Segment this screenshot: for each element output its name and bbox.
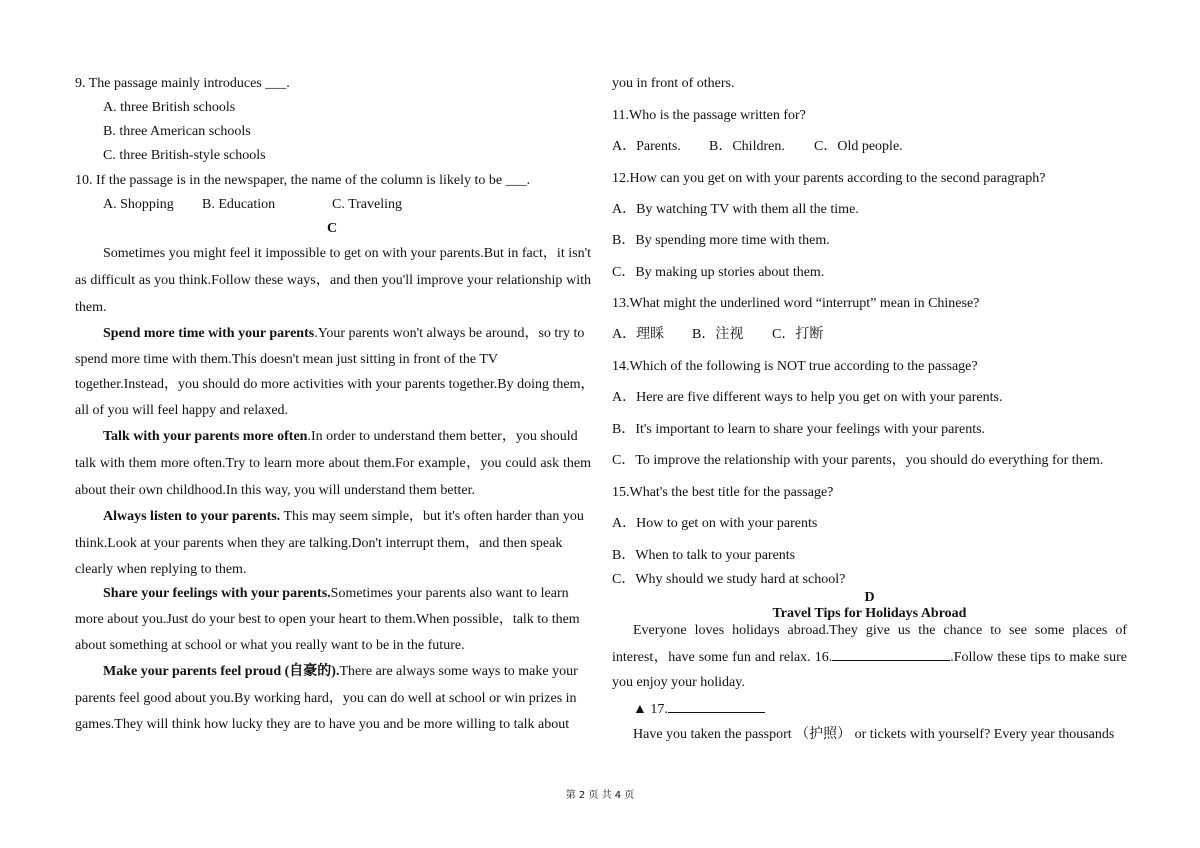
q15-option-c: C．Why should we study hard at school?	[612, 572, 846, 587]
section-c-heading: C	[327, 221, 338, 236]
q10-option-a: A. Shopping	[103, 197, 174, 212]
paragraph-1-heading: Spend more time with your parents	[103, 326, 315, 341]
paragraph-4-line-1: Share your feelings with your parents.Sometimes your parents also want to learn	[103, 586, 569, 601]
paragraph-3-line-3: clearly when replying to them.	[75, 562, 247, 577]
q15-stem: 15.What's the best title for the passage?	[612, 485, 834, 500]
paragraph-5-heading: Make your parents feel proud (自豪的).	[103, 664, 340, 679]
passage-continuation: you in front of others.	[612, 76, 735, 91]
q10-option-b: B. Education	[202, 197, 276, 212]
paragraph-2-line-1: Talk with your parents more often.In order to understand them better，you should	[103, 429, 578, 444]
section-d-line-3: you enjoy your holiday.	[612, 675, 745, 690]
section-d-line-5: Have you taken the passport （护照） or tickets with yourself? Every year thousands	[633, 727, 1115, 742]
paragraph-2-line-3: about their own childhood.In this way, you will understand them better.	[75, 483, 475, 498]
paragraph-1-line-2: spend more time with them.This doesn't mean just sitting in front of the TV	[75, 352, 498, 367]
q13-stem: 13.What might the underlined word “interrupt” mean in Chinese?	[612, 296, 980, 311]
intro-line-2: as difficult as you think.Follow these ways，and then you'll improve your relationship with	[75, 273, 591, 288]
q11-option-a: A．Parents.	[612, 139, 681, 154]
q15-option-a: A．How to get on with your parents	[612, 516, 818, 531]
paragraph-5-line-3: games.They will think how lucky they are to have you and be more willing to talk about	[75, 717, 570, 732]
paragraph-2-heading: Talk with your parents more often	[103, 429, 308, 444]
q10-stem: 10. If the passage is in the newspaper, the name of the column is likely to be ___.	[75, 173, 531, 188]
paragraph-5-line-1: Make your parents feel proud (自豪的).There are always some ways to make your	[103, 664, 578, 679]
section-d-line-2: interest，have some fun and relax. 16. .Follow these tips to make sure	[612, 650, 1128, 665]
intro-line-1: Sometimes you might feel it impossible to get on with your parents.But in fact，it isn't	[103, 246, 591, 261]
paragraph-1-line-3: together.Instead，you should do more activities with your parents together.By doing them，	[75, 377, 595, 392]
q9-option-a: A. three British schools	[103, 100, 236, 115]
q12-option-a: A．By watching TV with them all the time.	[612, 202, 859, 217]
q13-option-c: C．打断	[772, 327, 824, 342]
paragraph-3-line-2: think.Look at your parents when they are talking.Don't interrupt them，and then speak	[75, 536, 563, 551]
triangle-icon: ▲ 17.	[633, 702, 668, 717]
q9-option-b: B. three American schools	[103, 124, 251, 139]
paragraph-2-line-2: talk with them more often.Try to learn more about them.For example，you could ask them	[75, 456, 591, 471]
section-d-heading: D	[864, 590, 875, 605]
q14-option-b: B．It's important to learn to share your feelings with your parents.	[612, 422, 986, 437]
q14-stem: 14.Which of the following is NOT true according to the passage?	[612, 359, 978, 374]
question-17-line	[633, 700, 765, 718]
q15-option-b: B．When to talk to your parents	[612, 548, 796, 563]
section-d-title: Travel Tips for Holidays Abroad	[772, 606, 967, 621]
q12-stem: 12.How can you get on with your parents according to the second paragraph?	[612, 171, 1046, 186]
answer-blank-17[interactable]	[668, 700, 765, 713]
intro-line-3: them.	[75, 300, 107, 315]
q13-option-a: A．理睬	[612, 327, 665, 342]
paragraph-4-heading: Share your feelings with your parents.	[103, 586, 331, 601]
paragraph-4-line-2: more about you.Just do your best to open your heart to them.When possible，talk to them	[75, 612, 580, 627]
q14-option-c: C．To improve the relationship with your parents，you should do everything for them.	[612, 453, 1104, 468]
paragraph-1-line-1: Spend more time with your parents.Your parents won't always be around，so try to	[103, 326, 585, 341]
page-footer: 第 2 页 共 4 页	[565, 790, 635, 801]
q11-option-c: C．Old people.	[814, 139, 903, 154]
section-d-line-1: Everyone loves holidays abroad.They give us the chance to see some places of	[633, 623, 1127, 638]
q13-option-b: B．注视	[692, 327, 744, 342]
q10-option-c: C. Traveling	[332, 197, 403, 212]
paragraph-3-heading: Always listen to your parents.	[103, 509, 281, 524]
paragraph-1-line-4: all of you will feel happy and relaxed.	[75, 403, 289, 418]
paragraph-4-line-3: about something at school or what you really want to be in the future.	[75, 638, 465, 653]
q9-option-c: C. three British-style schools	[103, 148, 266, 163]
paragraph-3-line-1: Always listen to your parents. This may seem simple，but it's often harder than you	[103, 509, 584, 524]
answer-blank-16[interactable]	[832, 648, 950, 661]
q14-option-a: A．Here are five different ways to help you get on with your parents.	[612, 390, 1003, 405]
q12-option-b: B．By spending more time with them.	[612, 233, 830, 248]
q11-option-b: B．Children.	[709, 139, 785, 154]
q12-option-c: C．By making up stories about them.	[612, 265, 825, 280]
q11-stem: 11.Who is the passage written for?	[612, 108, 806, 123]
q9-stem: 9. The passage mainly introduces ___.	[75, 76, 290, 91]
paragraph-5-line-2: parents feel good about you.By working hard，you can do well at school or win prizes in	[75, 691, 577, 706]
